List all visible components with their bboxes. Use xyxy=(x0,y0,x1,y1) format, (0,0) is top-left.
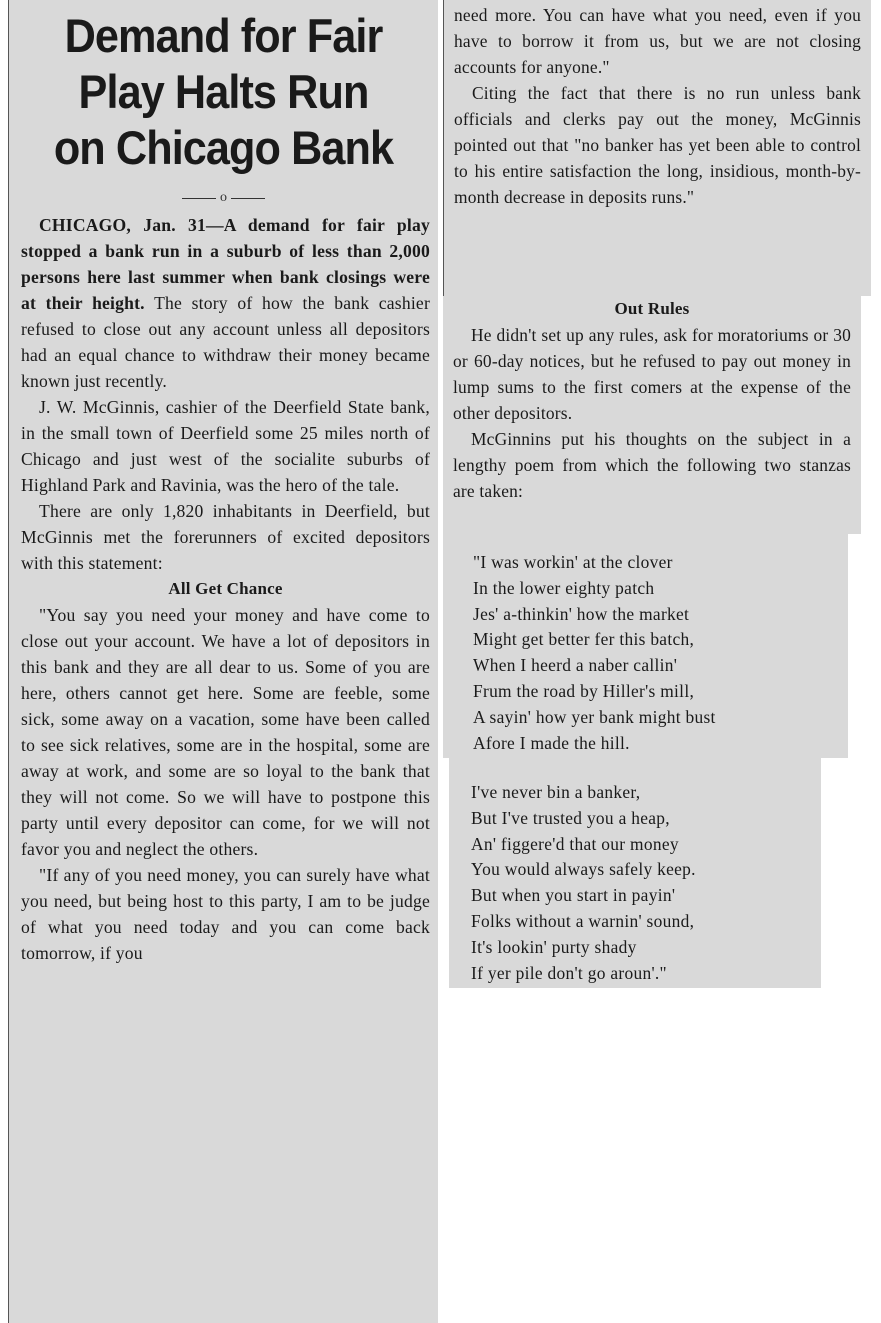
lead-sentence: A demand for fair play stopped a bank run in a suburb of less than 2,000 persons here last summer when bank closings were at their height. xyxy=(21,215,430,314)
poem-line: Afore I made the hill. xyxy=(473,732,630,753)
poem-line: I've never bin a banker, xyxy=(471,782,641,802)
poem-line: Jes' a-thinkin' how the market xyxy=(473,603,690,624)
divider-ornament: o xyxy=(220,190,227,205)
headline-divider xyxy=(9,190,438,206)
poem-line: A sayin' how yer bank might bust xyxy=(473,706,716,727)
paragraph-6: Citing the fact that there is no run unless bank officials and clerks pay out the money, McGinnis pointed out that "no banker has yet been able to control to his entire satisfaction the long, insidious, month-by-month decrease in deposits runs." xyxy=(454,83,861,207)
poem-line: In the lower eighty patch xyxy=(473,577,655,598)
poem-line: When I heerd a naber callin' xyxy=(473,655,678,676)
paragraph-8: McGinnins put his thoughts on the subject in a lengthy poem from which the following two stanzas are taken: xyxy=(453,429,851,501)
article-body-right-rules xyxy=(443,296,861,504)
poem-line: Might get better fer this batch, xyxy=(473,629,695,650)
article-body-left xyxy=(9,212,438,966)
poem-line: It's lookin' purty shady xyxy=(471,936,637,957)
headline-line-3: on Chicago Bank xyxy=(53,121,394,174)
subhead-all-get-chance: All Get Chance xyxy=(168,579,283,599)
poem-line: But when you start in payin' xyxy=(471,885,676,906)
headline-line-1: Demand for Fair xyxy=(64,9,383,62)
poem-stanza-1 xyxy=(443,534,848,756)
left-column xyxy=(8,0,438,1323)
headline-line-2: Play Halts Run xyxy=(78,65,369,118)
poem-line: You would always safely keep. xyxy=(471,859,696,880)
paragraph-7: He didn't set up any rules, ask for moratoriums or 30 or 60-day notices, but he refused to pay out money in lump sums to the first comers at the expense of the other depositors. xyxy=(453,325,851,423)
headline xyxy=(30,8,417,176)
paragraph-lead xyxy=(21,212,430,394)
paragraph-3: There are only 1,820 inhabitants in Deerfield, but McGinnis met the forerunners of excited depositors with this statement: xyxy=(21,501,430,574)
paragraph-4: "You say you need your money and have come to close out your account. We have a lot of depositors in this bank and they are all dear to us. Some of you are here, others cannot get here. Some are feeble, some sick, some away on a vacation, some have been called to see sick relatives, some are in the hospital, some are away at work, and some are so loyal to the bank that they will not come. So we will have to postpone this party until every depositor can come, for we will not favor you and neglect the others. xyxy=(21,605,430,860)
poem-line: But I've trusted you a heap, xyxy=(471,807,670,828)
poem-stanza-2 xyxy=(449,758,821,986)
poem-stanza-2-clip xyxy=(449,758,821,988)
poem-line: Folks without a warnin' sound, xyxy=(471,910,695,931)
lead-rest: The story of how the bank cashier refused to close out any account unless all depositors had an equal chance to withdraw their money became known just recently. xyxy=(21,293,431,392)
paragraph-2: J. W. McGinnis, cashier of the Deerfield State bank, in the small town of Deerfield some 25 miles north of Chicago and just west of the socialite suburbs of Highland Park and Ravinia, was the hero of the tale. xyxy=(21,397,430,496)
poem-line: Frum the road by Hiller's mill, xyxy=(473,680,695,701)
right-column-rules xyxy=(443,296,861,534)
paragraph-5: "If any of you need money, you can surely have what you need, but being host to this party, I am to be judge of what you need today and you can come back tomorrow, if you xyxy=(21,865,430,964)
poem-line: If yer pile don't go aroun'." xyxy=(471,962,667,983)
poem-stanza-1-clip xyxy=(443,534,848,758)
article-body-right-top xyxy=(444,0,871,210)
paragraph-continued: need more. You can have what you need, even if you have to borrow it from us, but we are not closing accounts for anyone." xyxy=(454,5,861,77)
poem-line: "I was workin' at the clover xyxy=(473,552,673,572)
subhead-out-rules: Out Rules xyxy=(614,299,690,318)
dateline: CHICAGO, Jan. 31— xyxy=(39,215,224,236)
right-column-top xyxy=(443,0,871,296)
poem-line: An' figgere'd that our money xyxy=(471,833,679,854)
